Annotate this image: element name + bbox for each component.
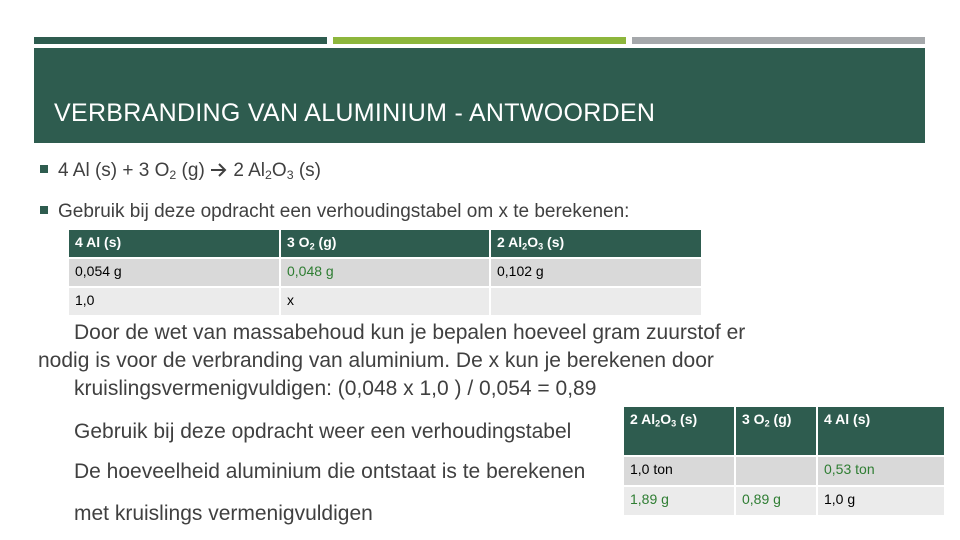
table-cell: x xyxy=(281,288,491,317)
paragraph-line-1: Door de wet van massabehoud kun je bepalen hoeveel gram zuurstof er xyxy=(74,321,746,344)
table-cell: 1,0 g xyxy=(818,487,946,517)
table-cell: 0,102 g xyxy=(491,259,703,288)
accent-stripe-gray xyxy=(632,37,925,44)
table-header-cell: 2 $Al_2O_3$ (s) xyxy=(624,407,736,457)
bullet-equation: 4 Al (s) + 3 $O_2$ (g) 2 $Al_2O_3$ (s) xyxy=(40,160,321,182)
bullet-instruction: Gebruik bij deze opdracht een verhoudingstabel om x te berekenen: xyxy=(40,201,629,223)
table-header-row xyxy=(624,407,946,457)
table-header-row xyxy=(69,230,703,259)
table-row xyxy=(69,288,703,317)
accent-stripe-dark xyxy=(34,37,327,44)
table-cell: 0,054 g xyxy=(69,259,281,288)
instruction-line-5: De hoeveelheid aluminium die ontstaat is te berekenen xyxy=(74,460,586,483)
table-header-cell: 3 $O_2$ (g) xyxy=(281,230,491,259)
table-row xyxy=(624,487,946,517)
table-cell: 0,53 ton xyxy=(818,457,946,487)
table-cell: 1,0 ton xyxy=(624,457,736,487)
bullet-square-icon xyxy=(40,165,48,173)
table-cell: 1,0 xyxy=(69,288,281,317)
ratio-table-2 xyxy=(624,407,946,517)
table-cell: 0,048 g xyxy=(281,259,491,288)
table-row xyxy=(69,259,703,288)
instruction-line-6: met kruislings vermenigvuldigen xyxy=(74,502,373,525)
table-cell xyxy=(736,457,818,487)
table-header-cell: 3 $O_2$ (g) xyxy=(736,407,818,457)
ratio-table-1 xyxy=(69,230,703,317)
paragraph-line-3: kruislingsvermenigvuldigen: (0,048 x 1,0 ) / 0,054 = 0,89 xyxy=(74,377,597,400)
table-header-cell: 4 Al (s) xyxy=(818,407,946,457)
accent-stripe-green xyxy=(333,37,626,44)
table-cell xyxy=(491,288,703,317)
paragraph-line-2: nodig is voor de verbranding van aluminium. De x kun je berekenen door xyxy=(38,349,714,372)
bullet-square-icon xyxy=(40,206,48,214)
table-cell: 1,89 g xyxy=(624,487,736,517)
right-arrow-icon xyxy=(210,162,228,178)
slide-title: VERBRANDING VAN ALUMINIUM - ANTWOORDEN xyxy=(54,99,656,127)
table-header-cell: 2 $Al_2O_3$ (s) xyxy=(491,230,703,259)
table-cell: 0,89 g xyxy=(736,487,818,517)
table-row xyxy=(624,457,946,487)
table-header-cell: 4 Al (s) xyxy=(69,230,281,259)
instruction-line-4: Gebruik bij deze opdracht weer een verhoudingstabel xyxy=(74,420,572,443)
title-band xyxy=(34,48,925,143)
